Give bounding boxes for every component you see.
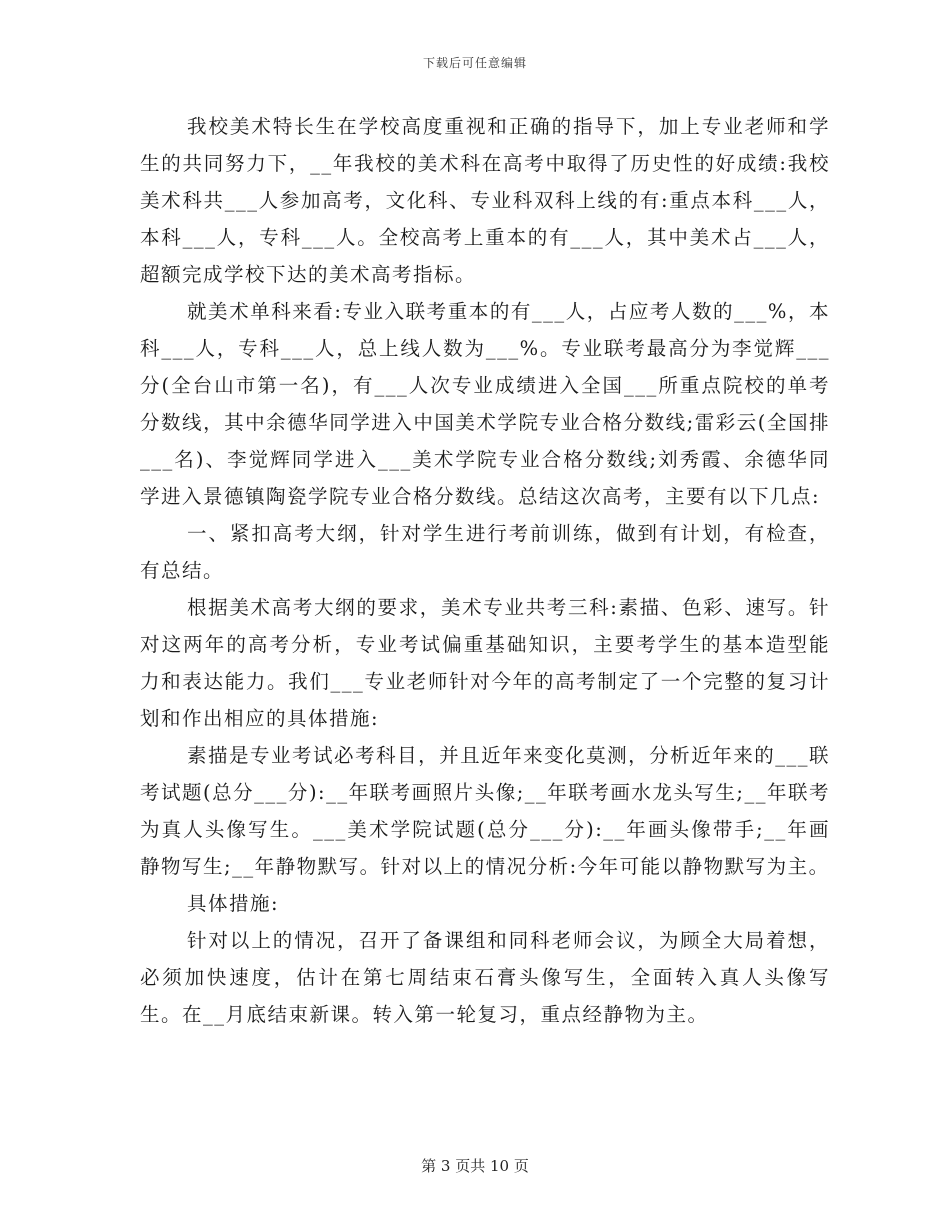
page-header-note: 下载后可任意编辑 <box>422 56 527 70</box>
paragraph-1: 我校美术特长生在学校高度重视和正确的指导下，加上专业老师和学生的共同努力下，__年我校的美术科在高考中取得了历史性的好成绩:我校美术科共___人参加高考，文化科、专业科双科上线的有:重点本科___人，本科___人，专科___人。全校高考上重本的有___人，其中美术占___人，超额完成学校下达的美术高考指标。 <box>140 115 830 286</box>
page-number: 第 3 页共 10 页 <box>421 1157 529 1175</box>
paragraph-3: 一、紧扣高考大纲，针对学生进行考前训练，做到有计划，有检查，有总结。 <box>140 522 830 582</box>
paragraph-4: 根据美术高考大纲的要求，美术专业共考三科:素描、色彩、速写。针对这两年的高考分析，专业考试偏重基础知识，主要考学生的基本造型能力和表达能力。我们___专业老师针对今年的高考制定了一个完整的复习计划和作出相应的具体措施: <box>140 596 830 730</box>
paragraph-2: 就美术单科来看:专业入联考重本的有___人，占应考人数的___%，本科___人，专科___人，总上线人数为___%。专业联考最高分为李觉辉___分(全台山市第一名)，有___人次专业成绩进入全国___所重点院校的单考分数线，其中余德华同学进入中国美术学院专业合格分数线;雷彩云(全国排___名)、李觉辉同学进入___美术学院专业合格分数线;刘秀霞、余德华同学进入景德镇陶瓷学院专业合格分数线。总结这次高考，主要有以下几点: <box>140 300 830 508</box>
paragraph-7: 针对以上的情况，召开了备课组和同科老师会议，为顾全大局着想，必须加快速度，估计在第七周结束石膏头像写生，全面转入真人头像写生。在__月底结束新课。转入第一轮复习，重点经静物为主。 <box>140 929 830 1026</box>
paragraph-5: 素描是专业考试必考科目，并且近年来变化莫测，分析近年来的___联考试题(总分___分):__年联考画照片头像;__年联考画水龙头写生;__年联考为真人头像写生。___美术学院试题(总分___分):__年画头像带手;__年画静物写生;__年静物默写。针对以上的情况分析:今年可能以静物默写为主。 <box>140 744 830 878</box>
document-body <box>140 108 830 1033</box>
paragraph-6: 具体措施: <box>187 892 280 915</box>
